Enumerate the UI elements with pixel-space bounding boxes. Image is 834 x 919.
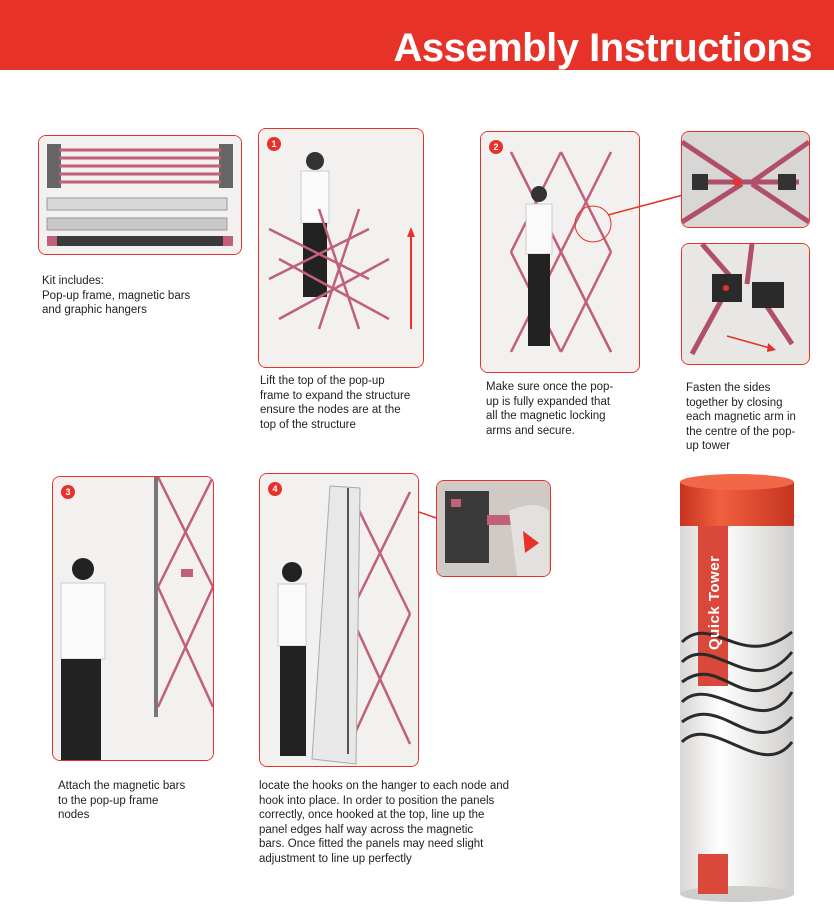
lock-detail-illustration-1 xyxy=(682,132,809,227)
page-title: Assembly Instructions xyxy=(393,26,812,70)
step-1-badge: 1 xyxy=(267,137,281,151)
step-1-caption: Lift the top of the pop-up frame to expand the structure ensure the nodes are at the top of the structure xyxy=(260,375,411,431)
step-2-photo xyxy=(480,131,640,373)
quick-tower-image xyxy=(672,472,802,904)
step-2-badge: 2 xyxy=(489,140,503,154)
step-3-photo xyxy=(52,476,214,761)
tower-label: Quick Tower xyxy=(706,555,723,650)
lock-detail-photo-1 xyxy=(681,131,810,228)
step-3-badge: 3 xyxy=(61,485,75,499)
quick-tower-illustration xyxy=(672,472,802,904)
hook-detail-photo xyxy=(436,480,551,577)
lock-detail-illustration-2 xyxy=(682,244,809,364)
step-4-caption: locate the hooks on the hanger to each node and hook into place. In order to position the panels correctly, once hooked at the top, line up the panel edges half way across the magnetic bars. Once fitted the panels may need slight adjustment to line up perfectly xyxy=(259,780,510,865)
header-banner xyxy=(0,0,834,70)
hook-detail-illustration xyxy=(437,481,550,576)
step-2-caption: Make sure once the pop- up is fully expanded that all the magnetic locking arms and secure. xyxy=(486,381,614,437)
step-4-photo xyxy=(259,473,419,767)
step-3-caption: Attach the magnetic bars to the pop-up frame nodes xyxy=(58,780,186,821)
step-2-illustration xyxy=(481,132,639,372)
step-4-badge: 4 xyxy=(268,482,282,496)
kit-caption: Kit includes: Pop-up frame, magnetic bars and graphic hangers xyxy=(42,275,191,316)
lock-detail-photo-2 xyxy=(681,243,810,365)
step-1-illustration xyxy=(259,129,423,367)
kit-photo xyxy=(38,135,242,255)
step-4-illustration xyxy=(260,474,418,766)
kit-illustration xyxy=(39,136,241,254)
step-1-photo xyxy=(258,128,424,368)
fasten-caption: Fasten the sides together by closing each magnetic arm in the centre of the pop- up tower xyxy=(686,382,796,452)
step-3-illustration xyxy=(53,477,213,760)
